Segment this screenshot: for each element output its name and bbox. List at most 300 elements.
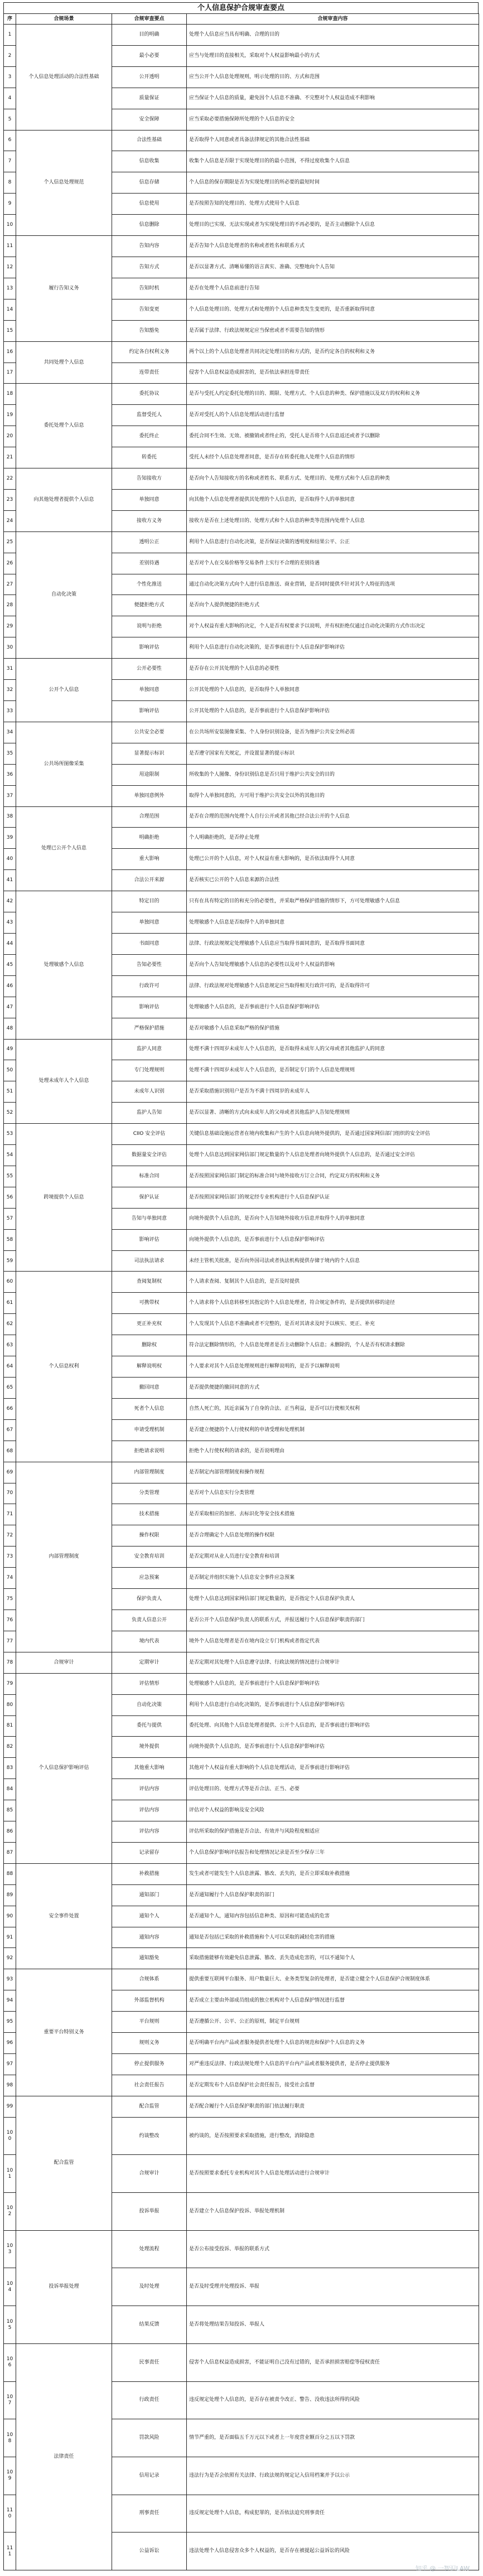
row-number: 19 (4, 405, 16, 426)
row-number: 109 (4, 2457, 16, 2495)
review-point-cell: 处理流程 (112, 2230, 187, 2268)
review-point-cell: 结果反馈 (112, 2306, 187, 2344)
review-content-cell: 是否明确平台内产品或者服务提供者处理个人信息的规范和保护个人信息的义务 (187, 2033, 479, 2054)
table-row (4, 1863, 479, 1884)
review-point-cell: CIIO 安全评估 (112, 1124, 187, 1145)
review-point-cell: 分类管理 (112, 1483, 187, 1504)
review-content-cell: 处理已公开的个人信息，对个人权益有重大影响的，是否依法取得个人同意 (187, 849, 479, 870)
row-number: 100 (4, 2117, 16, 2155)
table-row (4, 1462, 479, 1483)
review-point-cell: 显著提示标识 (112, 743, 187, 764)
scenario-cell: 投诉举报处理 (16, 2230, 112, 2343)
row-number: 76 (4, 1610, 16, 1631)
review-point-cell: 单独同意 (112, 680, 187, 701)
review-content-cell: 个人要求对其个人信息处理规则进行解释说明的，是否予以解释说明 (187, 1356, 479, 1378)
row-number: 29 (4, 616, 16, 637)
review-content-cell: 是否公布接受投诉、举报的联系方式 (187, 2230, 479, 2268)
review-point-cell: 未成年人识别 (112, 1081, 187, 1103)
scenario-cell: 跨境提供个人信息 (16, 1124, 112, 1272)
review-content-cell: 委托处理、向其他个人信息处理者提供、公开个人信息的，是否事前进行影响评估 (187, 1715, 479, 1737)
review-content-cell: 是否遵循公开、公平、公正的原则，制定平台规则 (187, 2012, 479, 2033)
review-point-cell: 行政责任 (112, 2381, 187, 2419)
review-content-cell: 被约谈的，是否按照要求采取措施，进行整改，消除隐患 (187, 2117, 479, 2155)
table-body (4, 25, 479, 2570)
row-number: 107 (4, 2381, 16, 2419)
review-point-cell: 通知个人 (112, 1906, 187, 1927)
review-point-cell: 通知豁免 (112, 1948, 187, 1969)
review-content-cell: 是否按照国家网信部门的规定经专业机构进行个人信息保护认证 (187, 1187, 479, 1208)
review-content-cell: 公开其处理的个人信息的，是否事前进行个人信息保护影响评估 (187, 701, 479, 722)
scenario-cell: 处理未成年人个人信息 (16, 1039, 112, 1124)
review-content-cell: 违反规定处理个人信息，构成犯罪的，是否依法追究刑事责任 (187, 2495, 479, 2532)
review-content-cell: 只有在具有特定的目的和充分的必要性，并采取严格保护措施的情形下，方可处理敏感个人信息 (187, 891, 479, 912)
review-point-cell: 信用记录 (112, 2457, 187, 2495)
row-number: 102 (4, 2193, 16, 2231)
review-content-cell: 法律、行政法规规定处理敏感个人信息应当取得书面同意的，是否取得书面同意 (187, 933, 479, 954)
row-number: 90 (4, 1906, 16, 1927)
row-number: 58 (4, 1229, 16, 1250)
scenario-cell: 配合监管 (16, 2096, 112, 2230)
row-number: 61 (4, 1293, 16, 1314)
review-point-cell: 内部管理制度 (112, 1462, 187, 1483)
review-content-cell: 是否制定内部管理制度和操作规程 (187, 1462, 479, 1483)
row-number: 48 (4, 1018, 16, 1039)
row-number: 51 (4, 1081, 16, 1103)
review-content-cell: 向境外提供个人信息的，是否事前进行个人信息保护影响评估 (187, 1229, 479, 1250)
row-number: 91 (4, 1927, 16, 1948)
review-point-cell: 撤回同意 (112, 1378, 187, 1399)
table-row (4, 891, 479, 912)
table-row (4, 1272, 479, 1293)
row-number: 20 (4, 426, 16, 447)
review-content-cell: 是否通知个人，通知内容包括信息种类、原因和可能造成的危害 (187, 1906, 479, 1927)
row-number: 85 (4, 1800, 16, 1821)
review-content-cell: 违法处理个人信息侵害众多个人权益的，是否存在被提起公益诉讼的风险 (187, 2532, 479, 2570)
row-number: 64 (4, 1356, 16, 1378)
row-number: 57 (4, 1208, 16, 1229)
review-point-cell: 平台规则 (112, 2012, 187, 2033)
row-number: 35 (4, 743, 16, 764)
review-point-cell: 拒绝请求说明 (112, 1441, 187, 1462)
review-content-cell: 收集个人信息是否限于实现处理目的的最小范围，不得过度收集个人信息 (187, 151, 479, 172)
scenario-cell: 共同处理个人信息 (16, 341, 112, 384)
review-point-cell: 安全保障 (112, 109, 187, 130)
scenario-cell: 处理已公开个人信息 (16, 806, 112, 891)
review-content-cell: 是否定期发布个人信息保护社会责任报告，接受社会监督 (187, 2075, 479, 2096)
row-number: 36 (4, 764, 16, 785)
review-content-cell: 对个人权益有重大影响的决定，个人是否有权要求予以说明，并有权拒绝仅通过自动化决策的方式作出决定 (187, 616, 479, 637)
review-content-cell: 境外个人信息处理者是否在境内设立专门机构或者指定代表 (187, 1631, 479, 1652)
review-point-cell: 透明公正 (112, 531, 187, 553)
review-content-cell: 是否合理确定个人信息处理的操作权限 (187, 1525, 479, 1546)
review-point-cell: 目的明确 (112, 25, 187, 46)
review-point-cell: 合法公开来源 (112, 870, 187, 891)
row-number: 80 (4, 1694, 16, 1715)
row-number: 42 (4, 891, 16, 912)
review-content-cell: 个人发现其个人信息不准确或者不完整的，是否对其请求及时予以核实、更正、补充 (187, 1314, 479, 1335)
review-point-cell: 评估内容 (112, 1800, 187, 1821)
review-point-cell: 罚款风险 (112, 2419, 187, 2457)
review-point-cell: 监督受托人 (112, 405, 187, 426)
review-point-cell: 差别待遇 (112, 553, 187, 574)
row-number: 89 (4, 1884, 16, 1906)
review-point-cell: 更正补充权 (112, 1314, 187, 1335)
review-content-cell: 是否对受托人的个人信息处理活动进行监督 (187, 405, 479, 426)
header-no: 序 (4, 14, 16, 25)
review-point-cell: 境外提供 (112, 1737, 187, 1758)
table-row (4, 722, 479, 743)
review-point-cell: 删除权 (112, 1335, 187, 1356)
review-point-cell: 合理范围 (112, 806, 187, 828)
review-content-cell: 是否提供便捷的撤回同意的方式 (187, 1378, 479, 1399)
review-content-cell: 是否制定并组织实施个人信息安全事件应急预案 (187, 1568, 479, 1589)
row-number: 106 (4, 2343, 16, 2381)
row-number: 7 (4, 151, 16, 172)
review-point-cell: 委托协议 (112, 384, 187, 405)
table-row (4, 468, 479, 490)
review-point-cell: 质量保证 (112, 88, 187, 109)
review-point-cell: 单独同意例外 (112, 785, 187, 806)
table-row (4, 806, 479, 828)
row-number: 47 (4, 997, 16, 1018)
row-number: 3 (4, 66, 16, 88)
review-point-cell: 告知方式 (112, 257, 187, 278)
table-row (4, 1124, 479, 1145)
row-number: 104 (4, 2268, 16, 2306)
review-content-cell: 个人信息保护影响评估报告和处理情况记录是否至少保存三年 (187, 1842, 479, 1863)
review-content-cell: 是否建立个人信息保护投诉、举报处理机制 (187, 2193, 479, 2231)
row-number: 93 (4, 1969, 16, 1990)
review-point-cell: 行政许可 (112, 975, 187, 997)
header-content: 合规审查内容 (187, 14, 479, 25)
row-number: 39 (4, 828, 16, 849)
row-number: 15 (4, 320, 16, 341)
review-point-cell: 死者个人信息 (112, 1398, 187, 1419)
review-point-cell: 补救措施 (112, 1863, 187, 1884)
row-number: 88 (4, 1863, 16, 1884)
row-number: 77 (4, 1631, 16, 1652)
row-number: 84 (4, 1779, 16, 1800)
review-point-cell: 公开必要性 (112, 659, 187, 680)
review-point-cell: 外部监督机构 (112, 1990, 187, 2012)
review-content-cell: 是否及时受理并处理投诉、举报 (187, 2268, 479, 2306)
review-content-cell: 法律、行政法规对处理敏感个人信息规定应当取得相关行政许可的，是否取得许可 (187, 975, 479, 997)
review-content-cell: 处理目的已实现、无法实现或者为实现处理目的不再必要的，是否主动删除个人信息 (187, 215, 479, 236)
review-content-cell: 是否遵守国家有关规定，并设置显著的提示标识 (187, 743, 479, 764)
review-content-cell: 两个以上的个人信息处理者共同决定处理目的和方式的，是否约定各自的权利和义务 (187, 341, 479, 363)
header-scenario: 合规场景 (16, 14, 112, 25)
review-point-cell: 明确拒绝 (112, 828, 187, 849)
review-content-cell: 违反规定处理个人信息的，是否存在被责令改正、警告、没收违法所得的风险 (187, 2381, 479, 2419)
review-content-cell: 未经主管机关批准，是否向外国司法或者执法机构提供存储于境内的个人信息 (187, 1250, 479, 1272)
row-number: 24 (4, 510, 16, 531)
row-number: 72 (4, 1525, 16, 1546)
review-point-cell: 委托与提供 (112, 1715, 187, 1737)
scenario-cell: 处理敏感个人信息 (16, 891, 112, 1039)
review-point-cell: 境内代表 (112, 1631, 187, 1652)
review-point-cell: 便捷拒绝方式 (112, 595, 187, 616)
review-point-cell: 技术措施 (112, 1504, 187, 1525)
row-number: 75 (4, 1589, 16, 1610)
review-point-cell: 影响评估 (112, 701, 187, 722)
review-content-cell: 处理个人信息应当具有明确、合理的目的 (187, 25, 479, 46)
row-number: 108 (4, 2419, 16, 2457)
row-number: 11 (4, 236, 16, 257)
review-content-cell: 是否以显著、清晰的方式向未成年人的父母或者其他监护人告知处理规则 (187, 1103, 479, 1124)
table-row (4, 2343, 479, 2381)
review-point-cell: 公共安全必要 (112, 722, 187, 743)
review-content-cell: 是否与受托人约定委托处理的目的、期限、处理方式、个人信息的种类、保护措施以及双方的权利和义务 (187, 384, 479, 405)
row-number: 17 (4, 363, 16, 384)
review-point-cell: 数据量安全评估 (112, 1145, 187, 1166)
row-number: 32 (4, 680, 16, 701)
review-point-cell: 告知变更 (112, 299, 187, 320)
review-content-cell: 个人请求查阅、复制其个人信息的，是否及时提供 (187, 1272, 479, 1293)
review-content-cell: 应当采取必要措施保障所处理的个人信息的安全 (187, 109, 479, 130)
review-point-cell: 负责人信息公开 (112, 1610, 187, 1631)
review-content-cell: 采取措施能够有效避免信息泄露、篡改、丢失造成危害的，可以不通知个人 (187, 1948, 479, 1969)
scenario-cell: 个人信息处理活动的合法性基础 (16, 25, 112, 131)
review-point-cell: 记录留存 (112, 1842, 187, 1863)
review-content-cell: 其他对个人权益有重大影响的个人信息处理活动，是否事前进行影响评估 (187, 1758, 479, 1779)
review-point-cell: 查阅复制权 (112, 1272, 187, 1293)
scenario-cell: 委托处理个人信息 (16, 384, 112, 468)
row-number: 12 (4, 257, 16, 278)
row-number: 55 (4, 1166, 16, 1187)
review-point-cell: 接收方义务 (112, 510, 187, 531)
row-number: 59 (4, 1250, 16, 1272)
review-content-cell: 是否定期对从业人员进行安全教育和培训 (187, 1546, 479, 1568)
review-point-cell: 最小必要 (112, 45, 187, 66)
row-number: 66 (4, 1398, 16, 1419)
review-point-cell: 信息存储 (112, 172, 187, 194)
row-number: 40 (4, 849, 16, 870)
row-number: 30 (4, 637, 16, 659)
review-point-cell: 特定目的 (112, 891, 187, 912)
review-content-cell: 是否属于法律、行政法规规定应当保密或者不需要告知的情形 (187, 320, 479, 341)
row-number: 71 (4, 1504, 16, 1525)
review-point-cell: 刑事责任 (112, 2495, 187, 2532)
row-number: 65 (4, 1378, 16, 1399)
compliance-table (3, 13, 479, 2570)
review-content-cell: 是否对个人信息实行分类管理 (187, 1483, 479, 1504)
review-content-cell: 侵害个人信息权益造成损害，不能证明自己没有过错的，是否承担损害赔偿等侵权责任 (187, 2343, 479, 2381)
review-point-cell: 告知内容 (112, 236, 187, 257)
table-row (4, 1039, 479, 1060)
review-point-cell: 告知必要性 (112, 954, 187, 975)
review-content-cell: 通知是否包括已采取的补救措施和个人可以采取的减轻危害的措施 (187, 1927, 479, 1948)
review-content-cell: 是否配合履行个人信息保护职责的部门依法履行职责 (187, 2096, 479, 2117)
scenario-cell: 重要平台特别义务 (16, 1969, 112, 2096)
review-content-cell: 是否取得个人同意或者具备法律规定的其他合法性基础 (187, 130, 479, 151)
row-number: 87 (4, 1842, 16, 1863)
review-content-cell: 是否对个人在交易价格等交易条件上实行不合理的差别待遇 (187, 553, 479, 574)
row-number: 83 (4, 1758, 16, 1779)
table-row (4, 341, 479, 363)
review-point-cell: 停止提供服务 (112, 2054, 187, 2075)
review-content-cell: 应当与处理目的直接相关，采取对个人权益影响最小的方式 (187, 45, 479, 66)
scenario-cell: 法律责任 (16, 2343, 112, 2570)
review-content-cell: 利用个人信息进行自动化决策的，是否事前进行个人信息保护影响评估 (187, 1694, 479, 1715)
row-number: 95 (4, 2012, 16, 2033)
review-point-cell: 单独同意 (112, 912, 187, 934)
review-content-cell: 个人请求将个人信息转移至其指定的个人信息处理者，符合规定条件的，是否提供转移的途径 (187, 1293, 479, 1314)
review-point-cell: 合法性基础 (112, 130, 187, 151)
review-content-cell: 处理不满十四周岁未成年人个人信息的，是否取得未成年人的父母或者其他监护人的同意 (187, 1039, 479, 1060)
review-content-cell: 应当公开个人信息处理规则，明示处理的目的、方式和范围 (187, 66, 479, 88)
review-point-cell: 操作权限 (112, 1525, 187, 1546)
scenario-cell: 安全事件处置 (16, 1863, 112, 1969)
review-point-cell: 信息删除 (112, 215, 187, 236)
review-point-cell: 通知内容 (112, 1927, 187, 1948)
review-content-cell: 是否对敏感个人信息采取严格的保护措施 (187, 1018, 479, 1039)
review-content-cell: 处理敏感个人信息的，是否事前进行个人信息保护影响评估 (187, 1673, 479, 1694)
review-point-cell: 告知时机 (112, 278, 187, 299)
review-content-cell: 是否告知个人信息处理者的名称或者姓名和联系方式 (187, 236, 479, 257)
row-number: 50 (4, 1060, 16, 1081)
review-content-cell: 公开其处理的个人信息的，是否取得个人单独同意 (187, 680, 479, 701)
review-content-cell: 受托人未经个人信息处理者同意，是否存在转委托他人处理个人信息的情形 (187, 447, 479, 468)
review-point-cell: 规则义务 (112, 2033, 187, 2054)
row-number: 9 (4, 194, 16, 215)
review-point-cell: 连带责任 (112, 363, 187, 384)
review-point-cell: 影响评估 (112, 1229, 187, 1250)
row-number: 56 (4, 1187, 16, 1208)
review-point-cell: 民事责任 (112, 2343, 187, 2381)
row-number: 37 (4, 785, 16, 806)
scenario-cell: 个人信息保护影响评估 (16, 1673, 112, 1863)
table-row (4, 1969, 479, 1990)
review-point-cell: 约定各自权利义务 (112, 341, 187, 363)
row-number: 34 (4, 722, 16, 743)
row-number: 52 (4, 1103, 16, 1124)
review-content-cell: 个人信息处理目的、处理方式和处理的个人信息种类发生变更的，是否重新取得同意 (187, 299, 479, 320)
review-point-cell: 合规审计 (112, 2155, 187, 2193)
table-row (4, 25, 479, 46)
row-number: 110 (4, 2495, 16, 2532)
review-content-cell: 违法行为是否会依照有关法律、行政法规的规定记入信用档案并予以公示 (187, 2457, 479, 2495)
table-row (4, 1652, 479, 1673)
row-number: 38 (4, 806, 16, 828)
review-content-cell: 是否按照要求委托专业机构对其个人信息处理活动进行合规审计 (187, 2155, 479, 2193)
review-point-cell: 委托终止 (112, 426, 187, 447)
review-point-cell: 安全教育培训 (112, 1546, 187, 1568)
row-number: 43 (4, 912, 16, 934)
review-point-cell: 定期审计 (112, 1652, 187, 1673)
review-content-cell: 自然人死亡的，其近亲属为了自身的合法、正当利益，是否可以行使相关权利 (187, 1398, 479, 1419)
review-content-cell: 通过自动化决策方式向个人进行信息推送、商业营销，是否同时提供不针对其个人特征的选项 (187, 574, 479, 595)
review-point-cell: 申请受理机制 (112, 1419, 187, 1441)
row-number: 96 (4, 2033, 16, 2054)
review-content-cell: 处理个人信息达到国家网信部门规定数量的个人信息处理者向境外提供个人信息的，是否通过安全评估 (187, 1145, 479, 1166)
table-row (4, 1673, 479, 1694)
review-content-cell: 应当保证个人信息的质量，避免因个人信息不准确、不完整对个人权益造成不利影响 (187, 88, 479, 109)
row-number: 45 (4, 954, 16, 975)
row-number: 25 (4, 531, 16, 553)
review-content-cell: 是否按照告知的处理目的、处理方式使用个人信息 (187, 194, 479, 215)
table-row (4, 384, 479, 405)
row-number: 69 (4, 1462, 16, 1483)
row-number: 98 (4, 2075, 16, 2096)
row-number: 41 (4, 870, 16, 891)
review-content-cell: 所收集的个人图像、身份识别信息是否只用于维护公共安全的目的 (187, 764, 479, 785)
review-point-cell: 及时处理 (112, 2268, 187, 2306)
review-point-cell: 书面同意 (112, 933, 187, 954)
row-number: 103 (4, 2230, 16, 2268)
row-number: 86 (4, 1821, 16, 1843)
review-point-cell: 说明与拒绝 (112, 616, 187, 637)
row-number: 10 (4, 215, 16, 236)
row-number: 8 (4, 172, 16, 194)
review-content-cell: 处理不满十四周岁未成年人个人信息的，是否制定专门的个人信息处理规则 (187, 1060, 479, 1081)
row-number: 44 (4, 933, 16, 954)
review-point-cell: 专门处理规则 (112, 1060, 187, 1081)
review-point-cell: 影响评估 (112, 637, 187, 659)
row-number: 22 (4, 468, 16, 490)
review-content-cell: 在公共场所安装图像采集、个人身份识别设备，是否为维护公共安全所必需 (187, 722, 479, 743)
row-number: 49 (4, 1039, 16, 1060)
review-content-cell: 向境外提供个人信息的，是否事前进行个人信息保护影响评估 (187, 1737, 479, 1758)
table-row (4, 130, 479, 151)
review-content-cell: 是否存在公开其处理的个人信息的必要性 (187, 659, 479, 680)
row-number: 26 (4, 553, 16, 574)
scenario-cell: 个人信息处理规范 (16, 130, 112, 236)
header-point: 合规审查要点 (112, 14, 187, 25)
row-number: 99 (4, 2096, 16, 2117)
review-point-cell: 告知接收方 (112, 468, 187, 490)
row-number: 60 (4, 1272, 16, 1293)
review-point-cell: 保护认证 (112, 1187, 187, 1208)
review-point-cell: 投诉举报 (112, 2193, 187, 2231)
row-number: 63 (4, 1335, 16, 1356)
review-content-cell: 向境外提供个人信息的，是否向个人告知境外接收方信息并取得个人的单独同意 (187, 1208, 479, 1229)
review-content-cell: 个人信息的保存期限是否为实现处理目的所必要的最短时间 (187, 172, 479, 194)
row-number: 14 (4, 299, 16, 320)
table-row (4, 236, 479, 257)
review-content-cell: 是否将处理结果告知投诉、举报人 (187, 2306, 479, 2344)
table-row (4, 2096, 479, 2117)
review-content-cell: 处理敏感个人信息是否取得个人的单独同意 (187, 912, 479, 934)
review-point-cell: 监护人告知 (112, 1103, 187, 1124)
row-number: 68 (4, 1441, 16, 1462)
review-content-cell: 是否核实已公开的个人信息来源的合法性 (187, 870, 479, 891)
row-number: 70 (4, 1483, 16, 1504)
review-point-cell: 可携带权 (112, 1293, 187, 1314)
review-point-cell: 标准合同 (112, 1166, 187, 1187)
row-number: 1 (4, 25, 16, 46)
review-content-cell: 委托合同不生效、无效、被撤销或者终止的，受托人是否将个人信息返还或者予以删除 (187, 426, 479, 447)
review-content-cell: 是否在处理个人信息前进行告知 (187, 278, 479, 299)
row-number: 31 (4, 659, 16, 680)
review-content-cell: 接收方是否在上述处理目的、处理方式和个人信息的种类等范围内处理个人信息 (187, 510, 479, 531)
review-point-cell: 配合监管 (112, 2096, 187, 2117)
row-number: 28 (4, 595, 16, 616)
row-number: 54 (4, 1145, 16, 1166)
review-content-cell: 是否采取相应的加密、去标识化等安全技术措施 (187, 1504, 479, 1525)
row-number: 78 (4, 1652, 16, 1673)
review-point-cell: 信息收集 (112, 151, 187, 172)
review-point-cell: 信息使用 (112, 194, 187, 215)
table-header-row (4, 14, 479, 25)
review-content-cell: 处理敏感个人信息的，是否事前进行个人信息保护影响评估 (187, 997, 479, 1018)
row-number: 82 (4, 1737, 16, 1758)
review-point-cell: 监护人同意 (112, 1039, 187, 1060)
review-content-cell: 个人明确拒绝的，是否停止处理 (187, 828, 479, 849)
review-point-cell: 用途限制 (112, 764, 187, 785)
row-number: 13 (4, 278, 16, 299)
review-point-cell: 其他重大影响 (112, 1758, 187, 1779)
review-point-cell: 公开透明 (112, 66, 187, 88)
